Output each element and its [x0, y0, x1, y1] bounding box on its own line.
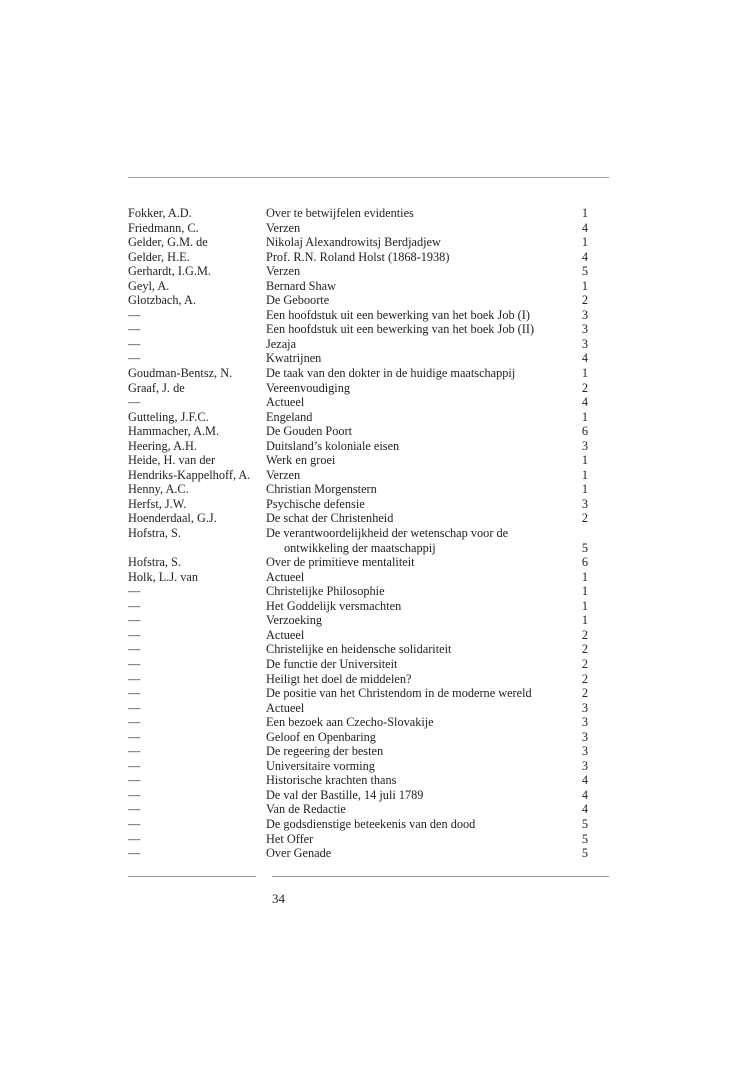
- index-author: —: [128, 787, 141, 802]
- index-title: [266, 206, 576, 221]
- index-row: [128, 279, 588, 294]
- index-title-text: Christelijke Philosophie: [266, 584, 385, 599]
- index-title-text: Over de primitieve mentaliteit: [266, 555, 415, 570]
- index-row: [128, 424, 588, 439]
- index-title-text: Universitaire vorming: [266, 758, 375, 773]
- index-title: [266, 293, 576, 308]
- index-author: —: [128, 773, 141, 788]
- index-title: [266, 395, 576, 410]
- index-volume: 3: [581, 729, 588, 744]
- index-author: Hofstra, S.: [128, 526, 181, 541]
- index-author: —: [128, 322, 141, 337]
- index-title: [266, 730, 576, 745]
- index-author: Heide, H. van der: [128, 453, 216, 468]
- index-title-text: Geloof en Openbaring: [266, 729, 376, 744]
- index-title: [266, 221, 576, 236]
- index-author: Hoenderdaal, G.J.: [128, 511, 217, 526]
- index-volume: 4: [581, 249, 588, 264]
- index-title-text: De godsdienstige beteekenis van den dood: [266, 816, 476, 831]
- index-title-text: Jezaja: [266, 336, 297, 351]
- index-author: Hammacher, A.M.: [128, 424, 220, 439]
- index-volume: 1: [581, 569, 588, 584]
- index-volume: 3: [581, 700, 588, 715]
- index-row: [128, 570, 588, 585]
- index-author: —: [128, 700, 141, 715]
- index-row: [128, 657, 588, 672]
- index-author: Graaf, J. de: [128, 380, 185, 395]
- index-title-text: Actueel: [266, 395, 305, 410]
- index-volume: 2: [581, 642, 588, 657]
- index-title: [266, 351, 576, 366]
- index-title-text: De Geboorte: [266, 293, 330, 308]
- index-volume: 1: [581, 235, 588, 250]
- index-row: [128, 715, 588, 730]
- index-volume: 2: [581, 511, 588, 526]
- index-author: —: [128, 758, 141, 773]
- index-title: [266, 817, 576, 832]
- index-author: Fokker, A.D.: [128, 206, 192, 220]
- index-row: [128, 555, 588, 570]
- index-title-text: Van de Redactie: [266, 802, 346, 817]
- index-title: [266, 410, 576, 425]
- index-author: Herfst, J.W.: [128, 496, 187, 511]
- index-author: —: [128, 613, 141, 628]
- index-volume: 5: [581, 264, 588, 279]
- index-title: [266, 250, 576, 265]
- index-title-text: De positie van het Christendom in de moderne wereld: [266, 686, 532, 701]
- index-volume: 2: [581, 671, 588, 686]
- index-volume: 5: [581, 846, 588, 861]
- index-author: —: [128, 642, 141, 657]
- index-title: [266, 759, 576, 774]
- index-row: [128, 337, 588, 352]
- index-title: [266, 235, 576, 250]
- index-title: [266, 628, 576, 643]
- index-title: [266, 526, 576, 555]
- index-title-text: Werk en groei: [266, 453, 336, 468]
- index-row: [128, 599, 588, 614]
- index-title-text: Het Offer: [266, 831, 314, 846]
- index-title-text: Verzoeking: [266, 613, 322, 628]
- index-author: —: [128, 729, 141, 744]
- index-title-text: Vereenvoudiging: [266, 380, 351, 395]
- index-title-text: Een hoofdstuk uit een bewerking van het boek Job (I): [266, 307, 530, 322]
- index-row: [128, 206, 588, 221]
- index-row: [128, 511, 588, 526]
- index-author: Hofstra, S.: [128, 555, 181, 570]
- index-title: [266, 715, 576, 730]
- index-volume: 4: [581, 773, 588, 788]
- index-title: [266, 453, 576, 468]
- index-row: [128, 526, 588, 555]
- index-row: [128, 773, 588, 788]
- index-row: [128, 497, 588, 512]
- index-row: [128, 235, 588, 250]
- index-title-text: Verzen: [266, 220, 301, 235]
- author-index-list: [128, 206, 588, 861]
- index-title: [266, 657, 576, 672]
- index-volume: 1: [581, 482, 588, 497]
- index-author: Goudman-Bentsz, N.: [128, 366, 233, 381]
- index-title-text: De val der Bastille, 14 juli 1789: [266, 787, 424, 802]
- index-volume: 3: [581, 336, 588, 351]
- index-row: [128, 293, 588, 308]
- index-row: [128, 730, 588, 745]
- index-author: —: [128, 816, 141, 831]
- index-author: —: [128, 656, 141, 671]
- index-volume: 1: [581, 366, 588, 381]
- index-row: [128, 381, 588, 396]
- index-row: [128, 686, 588, 701]
- index-title-text: Nikolaj Alexandrowitsj Berdjadjew: [266, 235, 441, 250]
- index-volume: 1: [581, 453, 588, 468]
- index-row: [128, 322, 588, 337]
- index-title-text: De taak van den dokter in de huidige maatschappij: [266, 366, 516, 381]
- index-row: [128, 584, 588, 599]
- index-row: [128, 832, 588, 847]
- index-row: [128, 395, 588, 410]
- index-row: [128, 308, 588, 323]
- index-author: —: [128, 715, 141, 730]
- index-title: [266, 511, 576, 526]
- index-row: [128, 439, 588, 454]
- index-author: —: [128, 671, 141, 686]
- index-row: [128, 788, 588, 803]
- index-volume: 1: [581, 206, 588, 220]
- index-title: [266, 802, 576, 817]
- index-volume: 2: [581, 627, 588, 642]
- index-row: [128, 628, 588, 643]
- index-title: [266, 497, 576, 512]
- index-title-text: Actueel: [266, 700, 305, 715]
- index-author: Hendriks-Kappelhoff, A.: [128, 467, 251, 482]
- index-volume: 3: [581, 307, 588, 322]
- index-title: [266, 424, 576, 439]
- index-title-text: Kwatrijnen: [266, 351, 322, 366]
- index-title-text: Een bezoek aan Czecho-Slovakije: [266, 715, 434, 730]
- index-row: [128, 701, 588, 716]
- index-row: [128, 613, 588, 628]
- index-title-text: Prof. R.N. Roland Holst (1868-1938): [266, 249, 450, 264]
- index-title: [266, 381, 576, 396]
- index-title: [266, 832, 576, 847]
- index-author: Friedmann, C.: [128, 220, 199, 235]
- index-volume: 4: [581, 351, 588, 366]
- index-title: [266, 366, 576, 381]
- index-row: [128, 744, 588, 759]
- index-author: Heering, A.H.: [128, 438, 197, 453]
- index-author: —: [128, 831, 141, 846]
- index-volume: 1: [581, 409, 588, 424]
- index-volume: 2: [581, 656, 588, 671]
- index-volume: 4: [581, 220, 588, 235]
- index-volume: 1: [581, 278, 588, 293]
- index-title: [266, 584, 576, 599]
- index-volume: 3: [581, 496, 588, 511]
- index-title-text: Een hoofdstuk uit een bewerking van het boek Job (II): [266, 322, 535, 337]
- index-row: [128, 264, 588, 279]
- index-volume: 6: [581, 424, 588, 439]
- index-title: [266, 744, 576, 759]
- index-title: [266, 279, 576, 294]
- index-title-text: De schat der Christenheid: [266, 511, 394, 526]
- index-title-text: Duitsland’s koloniale eisen: [266, 438, 400, 453]
- index-author: —: [128, 627, 141, 642]
- index-title-text: Historische krachten thans: [266, 773, 397, 788]
- index-author: —: [128, 351, 141, 366]
- index-row: [128, 802, 588, 817]
- index-volume: 1: [581, 613, 588, 628]
- index-author: Gutteling, J.F.C.: [128, 409, 209, 424]
- index-author: —: [128, 686, 141, 701]
- index-row: [128, 351, 588, 366]
- index-author: Henny, A.C.: [128, 482, 189, 497]
- index-author: —: [128, 395, 141, 410]
- index-title-text: Verzen: [266, 467, 301, 482]
- index-volume: 3: [581, 758, 588, 773]
- index-author: Glotzbach, A.: [128, 293, 196, 308]
- index-author: —: [128, 744, 141, 759]
- index-volume: 2: [581, 380, 588, 395]
- index-title-text: Bernard Shaw: [266, 278, 337, 293]
- index-volume: 4: [581, 395, 588, 410]
- index-title-text: De verantwoordelijkheid der wetenschap voor de: [266, 526, 509, 541]
- index-title-text: Christelijke en heidensche solidariteit: [266, 642, 452, 657]
- index-title: [266, 613, 576, 628]
- index-row: [128, 817, 588, 832]
- index-title-text: Over te betwijfelen evidenties: [266, 206, 414, 220]
- index-title: [266, 468, 576, 483]
- index-title: [266, 642, 576, 657]
- index-volume: 1: [581, 598, 588, 613]
- bottom-rule-right: [272, 876, 609, 877]
- index-title: [266, 308, 576, 323]
- index-title-text: De functie der Universiteit: [266, 656, 398, 671]
- index-title: [266, 701, 576, 716]
- index-row: [128, 468, 588, 483]
- index-volume: 5: [581, 831, 588, 846]
- index-volume: 6: [581, 555, 588, 570]
- index-volume: 5: [581, 816, 588, 831]
- index-title: [266, 337, 576, 352]
- index-row: [128, 250, 588, 265]
- index-title-text: Actueel: [266, 569, 305, 584]
- index-volume: 3: [581, 744, 588, 759]
- page-number: 34: [272, 891, 285, 906]
- index-title-text: Engeland: [266, 409, 313, 424]
- index-author: —: [128, 584, 141, 599]
- index-row: [128, 846, 588, 861]
- index-author: —: [128, 598, 141, 613]
- index-author: —: [128, 307, 141, 322]
- top-rule: [128, 177, 609, 178]
- index-title-text: Het Goddelijk versmachten: [266, 598, 402, 613]
- index-row: [128, 366, 588, 381]
- index-volume: 3: [581, 715, 588, 730]
- index-author: Gerhardt, I.G.M.: [128, 264, 211, 279]
- index-title-text: Over Genade: [266, 846, 332, 861]
- index-title-text: Psychische defensie: [266, 496, 365, 511]
- index-title-text: Actueel: [266, 627, 305, 642]
- index-title-text: De Gouden Poort: [266, 424, 353, 439]
- index-author: Gelder, G.M. de: [128, 235, 208, 250]
- index-title: [266, 482, 576, 497]
- index-title: [266, 570, 576, 585]
- index-title-text: Christian Morgenstern: [266, 482, 377, 497]
- index-row: [128, 482, 588, 497]
- index-volume: 1: [581, 467, 588, 482]
- index-row: [128, 410, 588, 425]
- index-author: Holk, L.J. van: [128, 569, 199, 584]
- index-author: Gelder, H.E.: [128, 249, 190, 264]
- index-row: [128, 642, 588, 657]
- index-title-text: Verzen: [266, 264, 301, 279]
- index-title: [266, 555, 576, 570]
- index-author: —: [128, 336, 141, 351]
- index-volume: 3: [581, 438, 588, 453]
- index-title-text: Heiligt het doel de middelen?: [266, 671, 412, 686]
- index-title: [266, 672, 576, 687]
- bottom-rule-left: [128, 876, 256, 877]
- index-title-text: De regeering der besten: [266, 744, 384, 759]
- index-row: [128, 221, 588, 236]
- index-title: [266, 439, 576, 454]
- index-row: [128, 672, 588, 687]
- index-title: [266, 322, 576, 337]
- index-row: [128, 759, 588, 774]
- index-title-continuation: ontwikkeling der maatschappij: [284, 540, 436, 555]
- index-volume: 4: [581, 787, 588, 802]
- index-volume: 5: [581, 540, 588, 555]
- index-row: [128, 453, 588, 468]
- index-title: [266, 599, 576, 614]
- index-volume: 4: [581, 802, 588, 817]
- index-author: —: [128, 802, 141, 817]
- index-volume: 1: [581, 584, 588, 599]
- index-author: —: [128, 846, 141, 861]
- index-title: [266, 788, 576, 803]
- index-title: [266, 846, 576, 861]
- index-volume: 2: [581, 293, 588, 308]
- index-title: [266, 773, 576, 788]
- index-volume: 3: [581, 322, 588, 337]
- index-author: Geyl, A.: [128, 278, 170, 293]
- index-title: [266, 686, 576, 701]
- index-title: [266, 264, 576, 279]
- index-volume: 2: [581, 686, 588, 701]
